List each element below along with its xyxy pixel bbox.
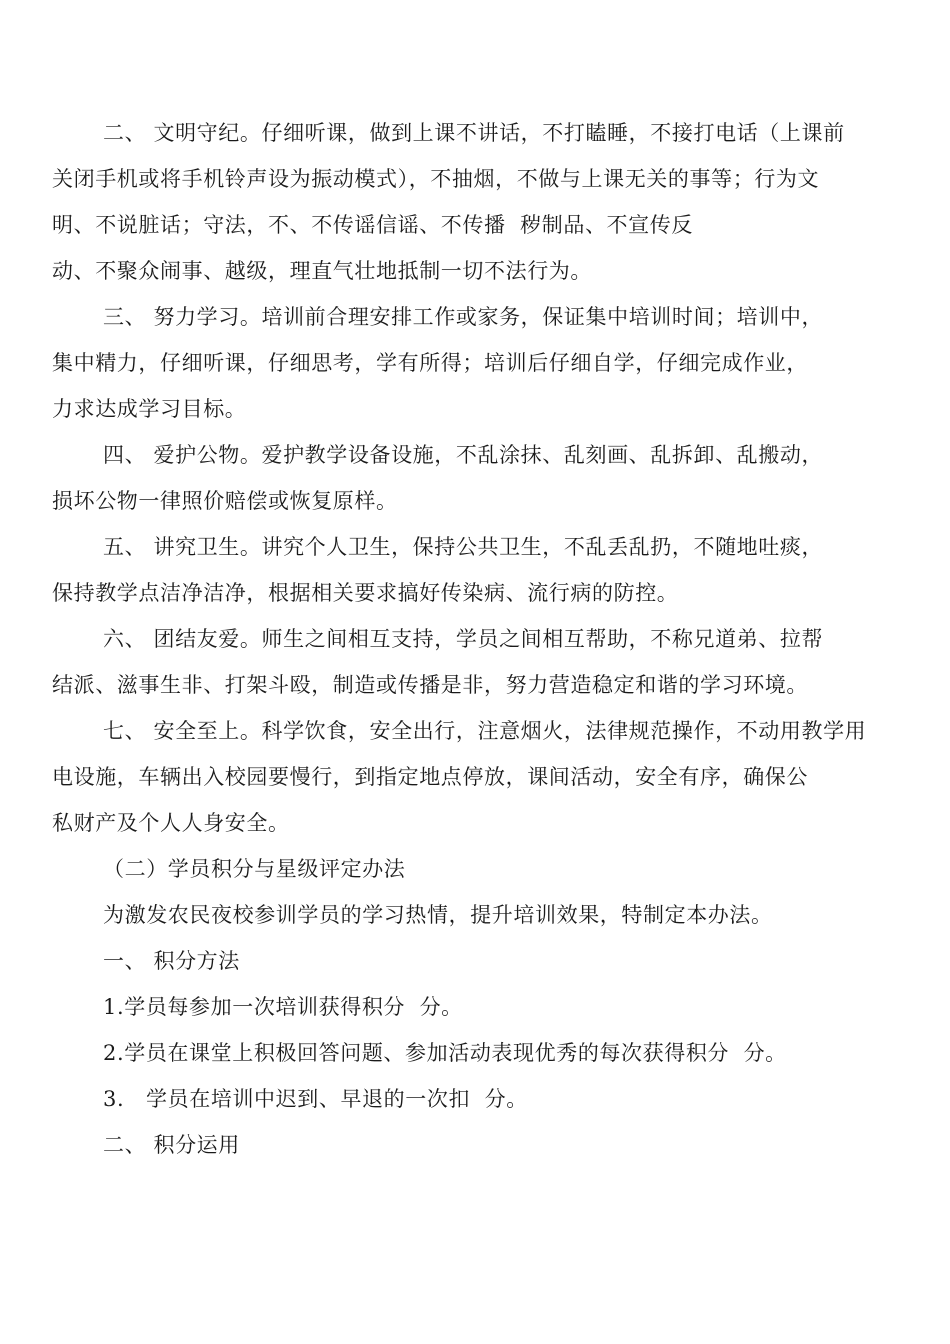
scoring-item-2: 2.学员在课堂上积极回答问题、参加活动表现优秀的每次获得积分 分。 — [103, 1041, 787, 1065]
section-intro: 为激发农民夜校参训学员的学习热情，提升培训效果，特制定本办法。 — [103, 903, 773, 927]
scoring-item-3: 3. 学员在培训中迟到、早退的一次扣 分。 — [103, 1087, 528, 1111]
rule-5-line-2: 保持教学点洁净洁净，根据相关要求搞好传染病、流行病的防控。 — [52, 581, 679, 605]
rule-3-line-3: 力求达成学习目标。 — [52, 397, 247, 421]
rule-2-line-1: 二、 文明守纪。仔细听课，做到上课不讲话，不打瞌睡，不接打电话（上课前 — [103, 121, 845, 145]
rule-4-line-1: 四、 爱护公物。爱护教学设备设施，不乱涂抹、乱刻画、乱拆卸、乱搬动， — [103, 443, 824, 467]
rule-4-line-2: 损坏公物一律照价赔偿或恢复原样。 — [52, 489, 398, 513]
rule-7-line-2: 电设施，车辆出入校园要慢行，到指定地点停放，课间活动，安全有序，确保公 — [52, 765, 808, 789]
subheading-scoring-usage: 二、 积分运用 — [103, 1133, 240, 1157]
rule-7-line-1: 七、 安全至上。科学饮食，安全出行，注意烟火，法律规范操作，不动用教学用 — [103, 719, 867, 743]
rule-2-line-2: 关闭手机或将手机铃声设为振动模式），不抽烟，不做与上课无关的事等；行为文 — [52, 167, 820, 191]
rule-7-line-3: 私财产及个人人身安全。 — [52, 811, 290, 835]
scoring-item-1: 1.学员每参加一次培训获得积分 分。 — [103, 995, 463, 1019]
rule-6-line-2: 结派、滋事生非、打架斗殴，制造或传播是非，努力营造稳定和谐的学习环境。 — [52, 673, 808, 697]
rule-2-line-3: 明、不说脏话；守法，不、不传谣信谣、不传播 秽制品、不宣传反 — [52, 213, 693, 237]
rule-5-line-1: 五、 讲究卫生。讲究个人卫生，保持公共卫生，不乱丢乱扔，不随地吐痰， — [103, 535, 824, 559]
rule-6-line-1: 六、 团结友爱。师生之间相互支持，学员之间相互帮助，不称兄道弟、拉帮 — [103, 627, 824, 651]
subheading-scoring-method: 一、 积分方法 — [103, 949, 240, 973]
rule-3-line-2: 集中精力，仔细听课，仔细思考，学有所得；培训后仔细自学，仔细完成作业， — [52, 351, 808, 375]
rule-3-line-1: 三、 努力学习。培训前合理安排工作或家务，保证集中培训时间；培训中， — [103, 305, 824, 329]
section-heading: （二）学员积分与星级评定办法 — [103, 857, 406, 881]
rule-2-line-4: 动、不聚众闹事、越级，理直气壮地抵制一切不法行为。 — [52, 259, 592, 283]
